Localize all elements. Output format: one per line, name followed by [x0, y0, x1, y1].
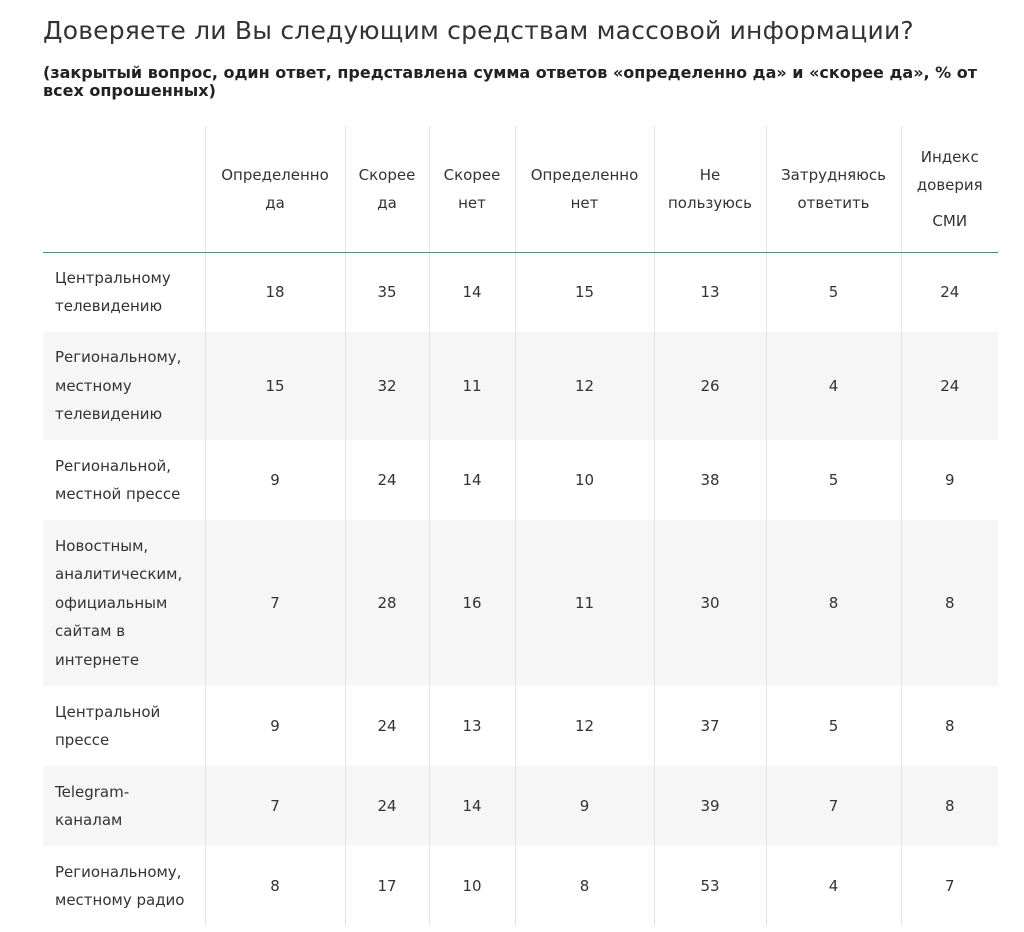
table-cell: 8 [944, 717, 955, 735]
table-cell: 39 [654, 766, 766, 846]
table-cell: 8 [901, 766, 998, 846]
table-cell: 30 [654, 520, 766, 686]
table-cell: 7 [205, 520, 345, 686]
row-label: Региональной, местной прессе [43, 440, 205, 520]
table-cell: 9 [944, 471, 955, 489]
table-cell: 15 [515, 252, 654, 332]
row-label: Центральной прессе [43, 686, 205, 766]
header-cell: Скорее нет [429, 126, 515, 252]
table-cell: 8 [766, 520, 901, 686]
table-cell: 32 [345, 332, 429, 440]
table-cell: 9 [205, 686, 345, 766]
table-cell: 15 [205, 332, 345, 440]
table-cell: 24 [345, 440, 429, 520]
table-cell: 53 [654, 846, 766, 926]
table-cell: 11 [429, 332, 515, 440]
table-cell: 24 [901, 332, 998, 440]
table-row [43, 440, 998, 520]
table-row [43, 252, 998, 332]
table-cell: 7 [944, 877, 955, 895]
table-cell: 10 [515, 440, 654, 520]
table-row [43, 332, 998, 440]
trust-table [43, 126, 998, 926]
table-row [43, 766, 998, 846]
table-cell: 37 [654, 686, 766, 766]
table-cell: 24 [345, 766, 429, 846]
table-cell: 16 [429, 520, 515, 686]
table-cell: 24 [940, 283, 960, 302]
table-cell: 8 [205, 846, 345, 926]
table-cell: 5 [766, 440, 901, 520]
table-cell: 4 [766, 846, 901, 926]
table-cell: 13 [429, 686, 515, 766]
table-cell: 14 [429, 252, 515, 332]
header-cell: Определенно нет [515, 126, 654, 252]
table-cell: 35 [345, 252, 429, 332]
table-cell: 8 [515, 846, 654, 926]
table-cell: 7 [766, 766, 901, 846]
table-cell: 8 [901, 520, 998, 686]
row-label: Центральному телевидению [43, 252, 205, 332]
table-cell: 7 [205, 766, 345, 846]
table-cell: 9 [205, 440, 345, 520]
table-cell: 24 [345, 686, 429, 766]
table-cell: 18 [205, 252, 345, 332]
row-label: Новостным, аналитическим, официальным сайтам в интернете [43, 520, 205, 686]
header-cell: Скорее да [345, 126, 429, 252]
page-subtitle: (закрытый вопрос, один ответ, представлена сумма ответов «определенно да» и «скорее да», % от всех опрошенных) [43, 63, 978, 100]
row-label: Региональному, местному телевидению [43, 332, 205, 440]
table-cell: 38 [654, 440, 766, 520]
table-header [43, 126, 998, 252]
table-cell: 4 [766, 332, 901, 440]
table-cell: 11 [515, 520, 654, 686]
table-cell: 5 [766, 252, 901, 332]
table-cell: 17 [345, 846, 429, 926]
table-cell: 5 [766, 686, 901, 766]
table-row [43, 686, 998, 766]
header-cell-trust-index: Индекс доверия СМИ [901, 126, 998, 252]
table-cell: 9 [515, 766, 654, 846]
table-cell: 28 [345, 520, 429, 686]
table-body [43, 252, 998, 926]
table-cell: 12 [515, 332, 654, 440]
row-label: Telegram- каналам [43, 766, 205, 846]
table-cell: 12 [515, 686, 654, 766]
table-row [43, 520, 998, 686]
table-cell: 26 [654, 332, 766, 440]
header-cell-empty [43, 126, 205, 252]
header-cell: Не пользуюсь [654, 126, 766, 252]
table-cell: 14 [429, 766, 515, 846]
row-label: Региональному, местному радио [43, 846, 205, 926]
page-title: Доверяете ли Вы следующим средствам массовой информации? [43, 16, 914, 45]
header-cell: Определенно да [205, 126, 345, 252]
table-row [43, 846, 998, 926]
table-cell: 13 [654, 252, 766, 332]
table-cell: 10 [429, 846, 515, 926]
header-cell: Затрудняюсь ответить [766, 126, 901, 252]
table-cell: 14 [429, 440, 515, 520]
